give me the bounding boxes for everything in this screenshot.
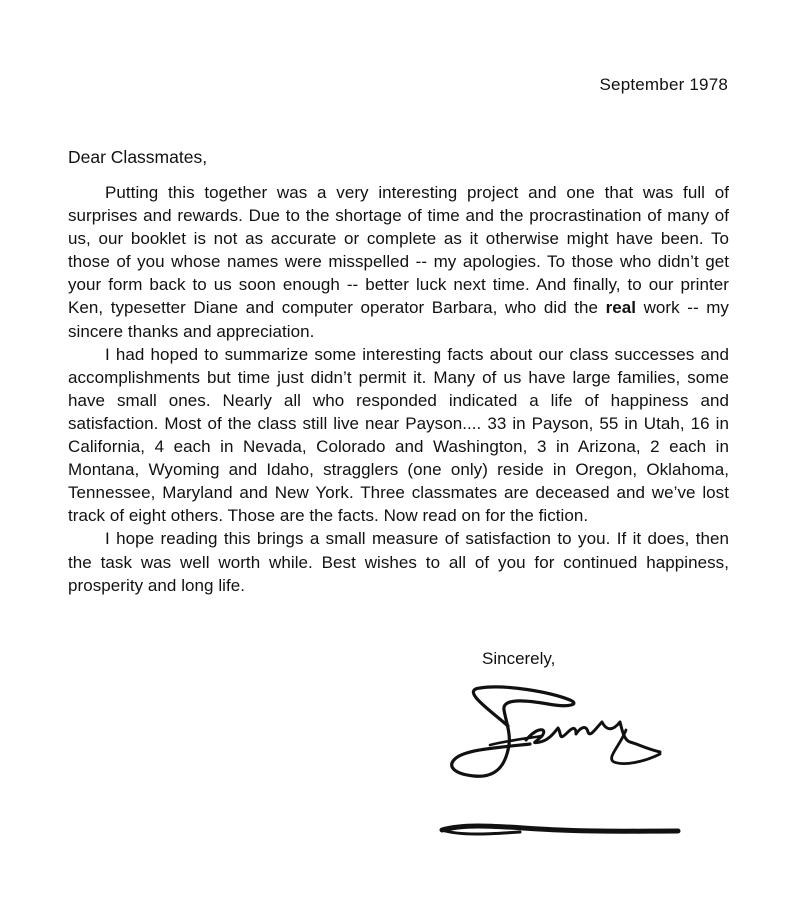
letter-body: [68, 181, 729, 597]
handwritten-signature: [430, 670, 690, 870]
signature-j-descender: [452, 744, 530, 776]
paragraph-3: I hope reading this brings a small measure of satisfaction to you. If it does, then the task was well worth while. Best wishes to all of you for continued happiness, prosperity and long life.: [68, 529, 729, 595]
signature-underline: [442, 826, 678, 831]
closing: Sincerely,: [482, 649, 556, 668]
paragraph-2: I had hoped to summarize some interesting facts about our class successes and accomplishments but time just didn’t permit it. Many of us have large families, some have small ones. Nearly all who responded indicated a life of happiness and satisfaction. Most of the class still live near Payson.... 33 in Payson, 55 in Utah, 16 in California, 4 each in Nevada, Colorado and Washington, 3 in Arizona, 2 each in Montana, Wyoming and Idaho, stragglers (one only) reside in Oregon, Oklahoma, Tennessee, Maryland and New York. Three classmates are deceased and we’ve lost track of eight others. Those are the facts. Now read on for the fiction.: [68, 344, 729, 526]
paragraph-1: [68, 181, 729, 343]
signature-j-loop: [473, 687, 574, 750]
salutation: Dear Classmates,: [68, 147, 208, 167]
paragraph-1-text-end: work -- my sincere thanks and appreciation.: [68, 298, 729, 341]
letter-date: September 1978: [599, 75, 728, 94]
signature-underline-tail: [442, 830, 520, 834]
signature-erry: [526, 722, 660, 752]
signature-y-descender: [612, 730, 660, 764]
paragraph-1-text-start: Putting this together was a very interesting project and one that was full of surprises and rewards. Due to the shortage of time and the procrastination of many of us, our booklet is not as accurate or complete as it otherwise might have been. To those of you whose names were misspelled -- my apologies. To those who didn’t get your form back to us soon enough -- better luck next time. And finally, to our printer Ken, typesetter Diane and computer operator Barbara, who did the: [68, 183, 729, 318]
emphasis-word: real: [605, 298, 637, 318]
